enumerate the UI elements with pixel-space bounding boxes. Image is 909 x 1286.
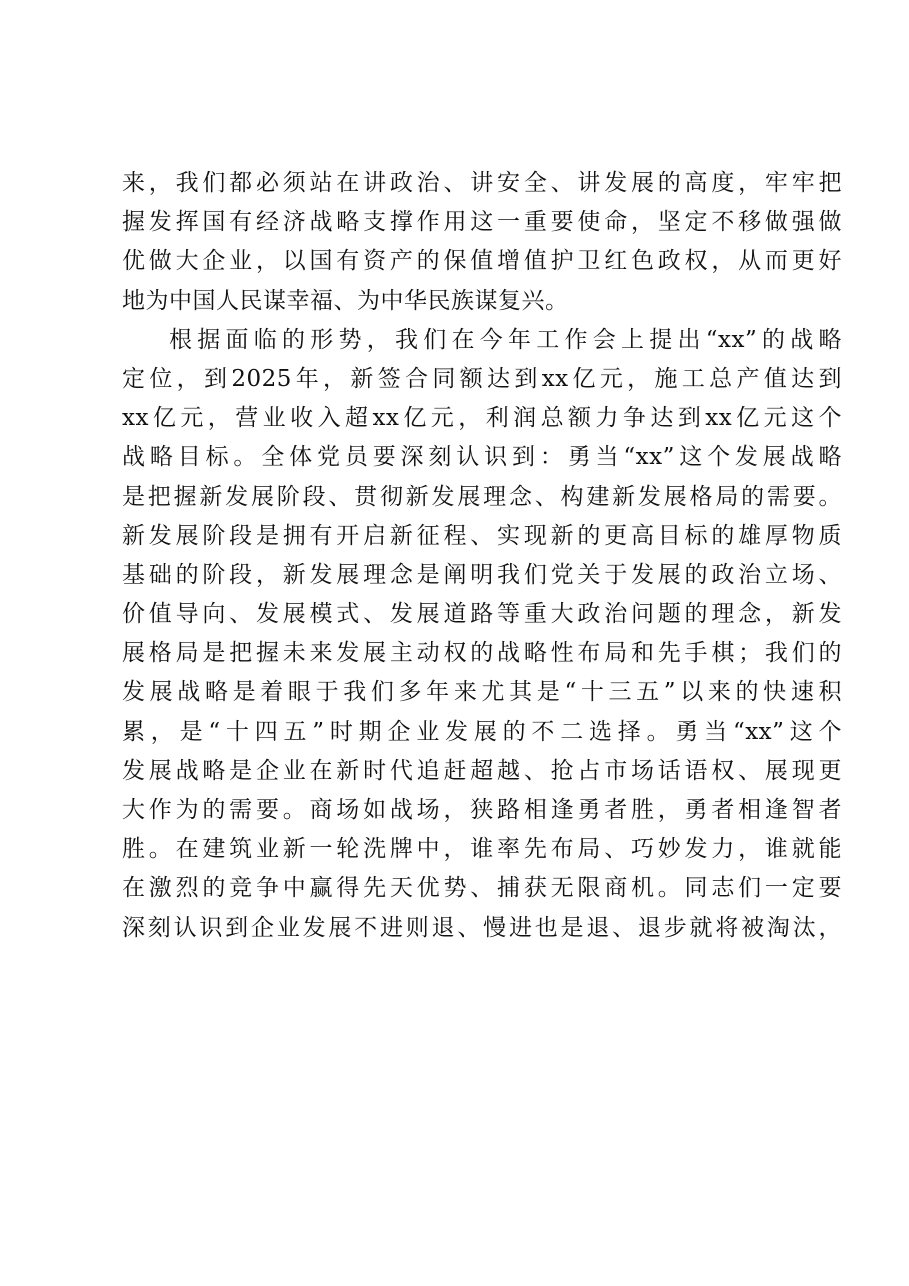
text-line: 大作为的需要。商场如战场，狭路相逢勇者胜，勇者相逢智者	[122, 797, 842, 823]
text-line: 根据面临的形势，我们在今年工作会上提出“xx”的战略	[169, 326, 842, 353]
text-line: 发展战略是企业在新时代追赶超越、抢占市场话语权、展现更	[122, 757, 842, 784]
text-line: 价值导向、发展模式、发展道路等重大政治问题的理念，新发	[122, 601, 842, 628]
text-line: 新发展阶段是拥有开启新征程、实现新的更高目标的雄厚物质	[122, 522, 842, 549]
text-line: 握发挥国有经济战略支撑作用这一重要使命，坚定不移做强做	[122, 209, 842, 236]
body-text	[122, 164, 842, 948]
text-line: 累，是“十四五”时期企业发展的不二选择。勇当“xx”这个	[122, 718, 842, 745]
text-line: 战略目标。全体党员要深刻认识到：勇当“xx”这个发展战略	[122, 444, 842, 471]
text-line: 展格局是把握未来发展主动权的战略性布局和先手棋；我们的	[122, 640, 842, 667]
text-line: 地为中国人民谋幸福、为中华民族谋复兴。	[122, 287, 569, 314]
text-line: xx亿元，营业收入超xx亿元，利润总额力争达到xx亿元这个	[122, 405, 842, 432]
text-line: 基础的阶段，新发展理念是阐明我们党关于发展的政治立场、	[122, 561, 842, 588]
text-line: 来，我们都必须站在讲政治、讲安全、讲发展的高度，牢牢把	[122, 170, 842, 196]
text-line: 定位，到2025年，新签合同额达到xx亿元，施工总产值达到	[122, 365, 842, 392]
text-line: 在激烈的竞争中赢得先天优势、捕获无限商机。同志们一定要	[122, 875, 842, 902]
text-line: 发展战略是着眼于我们多年来尤其是“十三五”以来的快速积	[122, 679, 842, 706]
text-line: 是把握新发展阶段、贯彻新发展理念、构建新发展格局的需要。	[122, 483, 842, 510]
text-line: 深刻认识到企业发展不进则退、慢进也是退、退步就将被淘汰，	[122, 914, 842, 941]
text-line: 优做大企业，以国有资产的保值增值护卫红色政权，从而更好	[122, 248, 842, 275]
text-line: 胜。在建筑业新一轮洗牌中，谁率先布局、巧妙发力，谁就能	[122, 836, 842, 863]
